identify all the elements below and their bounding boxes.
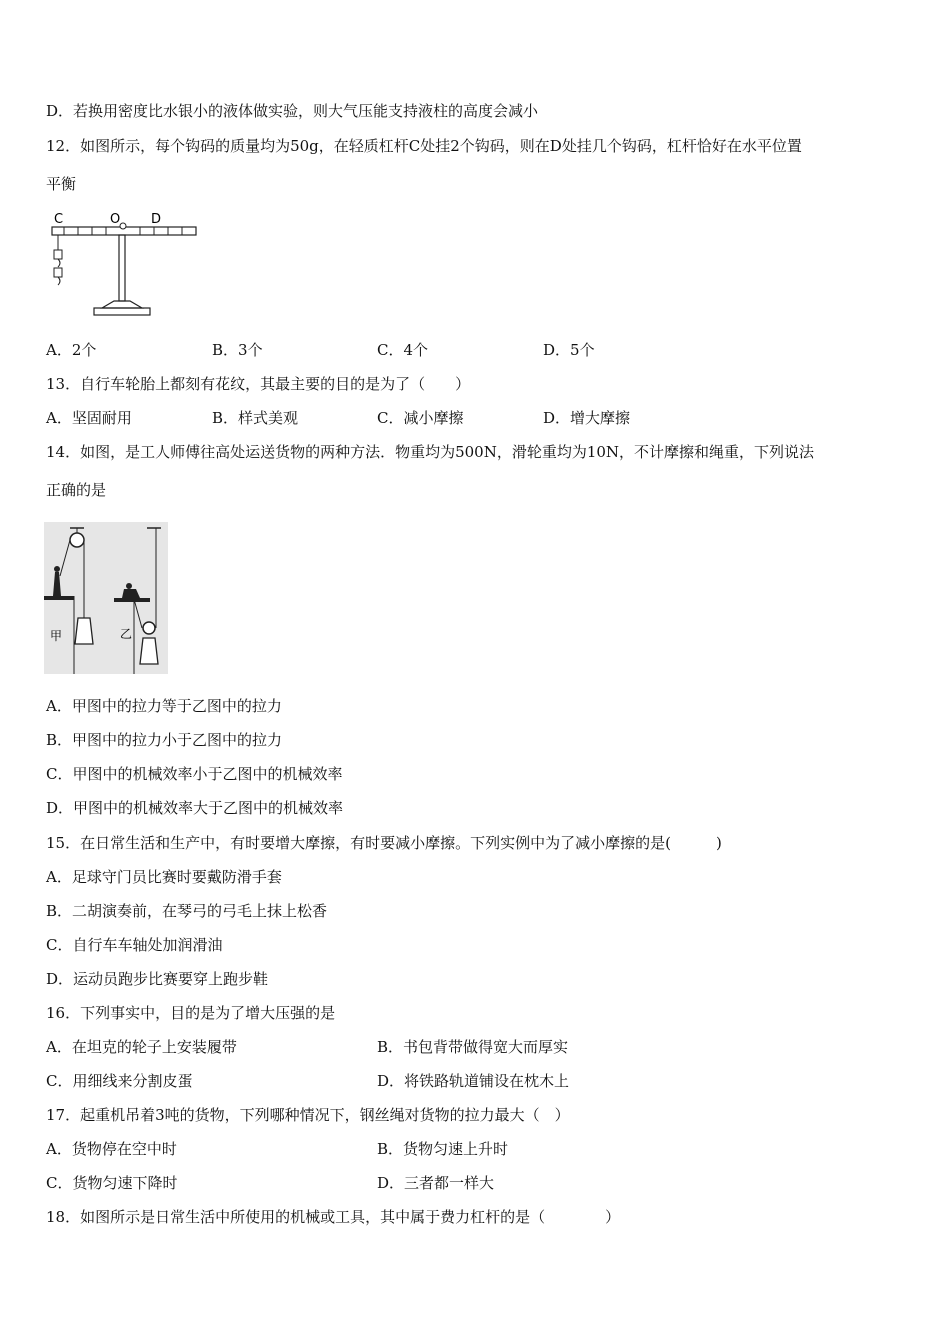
q12-option-a: A．2个 [46, 341, 97, 359]
q17-option-c: C．货物匀速下降时 [46, 1174, 178, 1192]
q16-option-a: A．在坦克的轮子上安装履带 [46, 1038, 237, 1056]
lever-stand-pole [119, 235, 125, 301]
pulley-figure [44, 522, 168, 674]
q14-option-a: A．甲图中的拉力等于乙图中的拉力 [46, 697, 282, 715]
q11-option-d: D．若换用密度比水银小的液体做实验，则大气压能支持液柱的高度会减小 [46, 102, 539, 120]
movable-pulley-icon [143, 622, 155, 634]
q15-stem: 15．在日常生活和生产中，有时要增大摩擦，有时要减小摩擦。下列实例中为了减小摩擦的是( ) [46, 834, 722, 852]
worker-jia-icon [54, 566, 60, 572]
q13-option-b: B．样式美观 [212, 409, 299, 427]
q16-option-c: C．用细线来分割皮蛋 [46, 1072, 193, 1090]
lever-label-d: D [151, 212, 162, 227]
label-yi: 乙 [120, 627, 133, 641]
q13-option-d: D．增大摩擦 [543, 409, 631, 427]
q15-option-d: D．运动员跑步比赛要穿上跑步鞋 [46, 970, 269, 988]
fixed-pulley-icon [70, 533, 84, 547]
q15-option-b: B．二胡演奏前，在琴弓的弓毛上抹上松香 [46, 902, 328, 920]
q12-stem-line1: 12．如图所示，每个钩码的质量均为50g，在轻质杠杆C处挂2个钩码，则在D处挂几个钩码，杠杆恰好在水平位置 [46, 137, 802, 155]
q14-option-d: D．甲图中的机械效率大于乙图中的机械效率 [46, 799, 344, 817]
load-jia [75, 618, 93, 644]
q14-option-b: B．甲图中的拉力小于乙图中的拉力 [46, 731, 283, 749]
label-jia: 甲 [50, 629, 63, 643]
q18-stem: 18．如图所示是日常生活中所使用的机械或工具，其中属于费力杠杆的是（ ） [46, 1208, 621, 1226]
q16-stem: 16．下列事实中，目的是为了增大压强的是 [46, 1004, 336, 1022]
q12-option-d: D．5个 [543, 341, 595, 359]
q14-stem-line2: 正确的是 [46, 481, 107, 499]
q16-option-b: B．书包背带做得宽大而厚实 [377, 1038, 569, 1056]
q12-stem-line2: 平衡 [46, 175, 77, 193]
worker-yi-icon [126, 583, 132, 589]
q15-option-a: A．足球守门员比赛时要戴防滑手套 [46, 868, 282, 886]
load-yi [140, 638, 158, 664]
q13-option-a: A．坚固耐用 [46, 409, 132, 427]
q12-option-b: B．3个 [212, 341, 263, 359]
hook-weight-2 [54, 268, 62, 277]
q17-option-a: A．货物停在空中时 [46, 1140, 177, 1158]
q17-option-b: B．货物匀速上升时 [377, 1140, 509, 1158]
q14-stem-line1: 14．如图，是工人师傅往高处运送货物的两种方法．物重均为500N，滑轮重均为10N，不计摩擦和绳重，下列说法 [46, 443, 815, 461]
lever-stand-base [94, 308, 150, 315]
q14-option-c: C．甲图中的机械效率小于乙图中的机械效率 [46, 765, 343, 783]
q13-option-c: C．减小摩擦 [377, 409, 464, 427]
lever-label-o: O [110, 212, 121, 227]
lever-figure [44, 210, 204, 322]
q12-option-c: C．4个 [377, 341, 429, 359]
lever-pivot [120, 223, 126, 229]
hook-weight-1 [54, 250, 62, 259]
lever-label-c: C [54, 212, 64, 227]
q13-stem: 13．自行车轮胎上都刻有花纹，其最主要的目的是为了（ ） [46, 375, 471, 393]
q17-stem: 17．起重机吊着3吨的货物，下列哪种情况下，钢丝绳对货物的拉力最大（ ） [46, 1106, 570, 1124]
q15-option-c: C．自行车车轴处加润滑油 [46, 936, 223, 954]
q16-option-d: D．将铁路轨道铺设在枕木上 [377, 1072, 570, 1090]
q17-option-d: D．三者都一样大 [377, 1174, 495, 1192]
